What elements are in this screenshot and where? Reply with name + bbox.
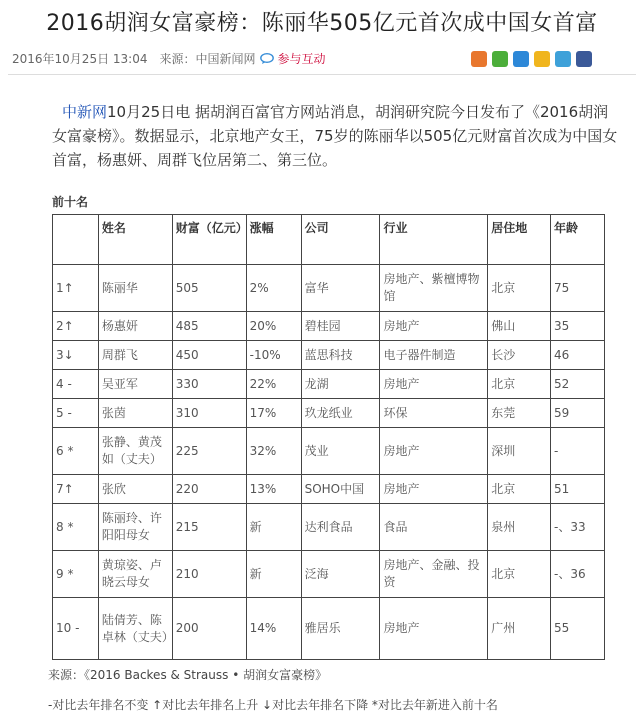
table-row <box>53 475 605 504</box>
table-row <box>53 551 605 598</box>
table-cell: 张欣 <box>98 475 172 504</box>
table-cell: 陈丽华 <box>98 265 172 312</box>
table-cell: 6 * <box>53 428 99 475</box>
table-cell: 北京 <box>488 475 551 504</box>
table-cell: 59 <box>551 399 605 428</box>
table-cell: 46 <box>551 341 605 370</box>
table-caption: 前十名 <box>52 195 89 209</box>
table-cell: 8 * <box>53 504 99 551</box>
header-cell: 财富（亿元） <box>172 215 246 265</box>
table-cell: 20% <box>246 312 301 341</box>
table-cell: 17% <box>246 399 301 428</box>
table-cell: 35 <box>551 312 605 341</box>
header-cell: 姓名 <box>98 215 172 265</box>
table-row <box>53 428 605 475</box>
table-cell: 吴亚军 <box>98 370 172 399</box>
table-cell: 新 <box>246 551 301 598</box>
table-row <box>53 341 605 370</box>
table-cell: 1↑ <box>53 265 99 312</box>
divider <box>8 74 636 75</box>
lead-text: 10月25日电 据胡润百富官方网站消息，胡润研究院今日发布了《2016胡润女富豪榜》。数据显示，北京地产女王，75岁的陈丽华以505亿元财富首次成为中国女首富，杨惠妍、周群飞位居第二、第三位。 <box>52 103 618 169</box>
table-cell: 9 * <box>53 551 99 598</box>
table-cell: 玖龙纸业 <box>301 399 380 428</box>
table-row <box>53 265 605 312</box>
table-cell: 北京 <box>488 370 551 399</box>
table-cell: 450 <box>172 341 246 370</box>
article-title: 2016胡润女富豪榜：陈丽华505亿元首次成中国女首富 <box>46 11 598 36</box>
table-cell: 新 <box>246 504 301 551</box>
table-cell: 330 <box>172 370 246 399</box>
table-cell: 房地产 <box>380 475 488 504</box>
table-row <box>53 370 605 399</box>
table-cell: 215 <box>172 504 246 551</box>
header-cell: 涨幅 <box>246 215 301 265</box>
article-lead <box>52 100 618 172</box>
table-cell: 5 - <box>53 399 99 428</box>
table-cell: 51 <box>551 475 605 504</box>
table-cell: 周群飞 <box>98 341 172 370</box>
table-cell: 陈丽玲、许阳阳母女 <box>98 504 172 551</box>
table-cell: 泛海 <box>301 551 380 598</box>
table-cell: 长沙 <box>488 341 551 370</box>
table-cell: 张茵 <box>98 399 172 428</box>
table-cell: 张静、黄茂如（丈夫） <box>98 428 172 475</box>
table-cell: 东莞 <box>488 399 551 428</box>
table-cell: 485 <box>172 312 246 341</box>
table-cell: -、36 <box>551 551 605 598</box>
table-row <box>53 399 605 428</box>
table-cell: 蓝思科技 <box>301 341 380 370</box>
table-header-row <box>53 215 605 265</box>
header-cell: 居住地 <box>488 215 551 265</box>
facebook-icon[interactable] <box>576 51 592 67</box>
table-cell: 310 <box>172 399 246 428</box>
table-cell: 房地产 <box>380 312 488 341</box>
table-cell: 食品 <box>380 504 488 551</box>
comment-icon <box>260 53 274 64</box>
table-cell: SOHO中国 <box>301 475 380 504</box>
table-cell: 杨惠妍 <box>98 312 172 341</box>
table-cell: 碧桂园 <box>301 312 380 341</box>
qq-icon[interactable] <box>513 51 529 67</box>
article-meta <box>12 50 326 67</box>
agency-link[interactable]: 中新网 <box>62 103 108 121</box>
publish-date: 2016年10月25日 13:04 <box>12 52 148 66</box>
table-cell: 3↓ <box>53 341 99 370</box>
table-cell: 225 <box>172 428 246 475</box>
qzone-icon[interactable] <box>534 51 550 67</box>
table-cell: 陆倩芳、陈卓林（丈夫） <box>98 598 172 660</box>
table-cell: - <box>551 428 605 475</box>
interact-link[interactable]: 参与互动 <box>277 52 326 66</box>
table-cell: 10 - <box>53 598 99 660</box>
table-cell: 雅居乐 <box>301 598 380 660</box>
table-cell: 4 - <box>53 370 99 399</box>
table-cell: 210 <box>172 551 246 598</box>
table-cell: 7↑ <box>53 475 99 504</box>
table-cell: 茂业 <box>301 428 380 475</box>
table-cell: 52 <box>551 370 605 399</box>
table-cell: 75 <box>551 265 605 312</box>
wechat-icon[interactable] <box>492 51 508 67</box>
rss-icon[interactable] <box>471 51 487 67</box>
table-cell: 电子器件制造 <box>380 341 488 370</box>
table-cell: -10% <box>246 341 301 370</box>
table-cell: 龙湖 <box>301 370 380 399</box>
table-row <box>53 504 605 551</box>
table-cell: 220 <box>172 475 246 504</box>
table-cell: 房地产 <box>380 370 488 399</box>
source-note: 来源：《2016 Backes & Strauss • 胡润女富豪榜》 <box>48 668 328 682</box>
table-cell: 黄琼姿、卢晓云母女 <box>98 551 172 598</box>
table-cell: 2↑ <box>53 312 99 341</box>
table-cell: 深圳 <box>488 428 551 475</box>
header-cell: 年龄 <box>551 215 605 265</box>
table-cell: 22% <box>246 370 301 399</box>
table-cell: 广州 <box>488 598 551 660</box>
table-cell: 32% <box>246 428 301 475</box>
table-cell: 13% <box>246 475 301 504</box>
table-cell: -、33 <box>551 504 605 551</box>
table-cell: 北京 <box>488 265 551 312</box>
table-cell: 55 <box>551 598 605 660</box>
ranking-table <box>52 214 605 660</box>
table-cell: 房地产 <box>380 598 488 660</box>
header-cell: 公司 <box>301 215 380 265</box>
table-cell: 房地产、金融、投资 <box>380 551 488 598</box>
table-cell: 环保 <box>380 399 488 428</box>
table-cell: 505 <box>172 265 246 312</box>
source-label: 来源：中国新闻网 <box>159 52 256 66</box>
table-cell: 房地产 <box>380 428 488 475</box>
share-bar <box>471 51 592 67</box>
table-cell: 2% <box>246 265 301 312</box>
table-cell: 泉州 <box>488 504 551 551</box>
table-cell: 14% <box>246 598 301 660</box>
table-cell: 200 <box>172 598 246 660</box>
table-cell: 房地产、紫檀博物馆 <box>380 265 488 312</box>
header-cell <box>53 215 99 265</box>
table-cell: 北京 <box>488 551 551 598</box>
table-cell: 富华 <box>301 265 380 312</box>
header-cell: 行业 <box>380 215 488 265</box>
twitter-icon[interactable] <box>555 51 571 67</box>
legend-note: -对比去年排名不变 ↑对比去年排名上升 ↓对比去年排名下降 *对比去年新进入前十名 <box>48 698 498 712</box>
table-row <box>53 312 605 341</box>
table-cell: 达利食品 <box>301 504 380 551</box>
table-row <box>53 598 605 660</box>
table-cell: 佛山 <box>488 312 551 341</box>
